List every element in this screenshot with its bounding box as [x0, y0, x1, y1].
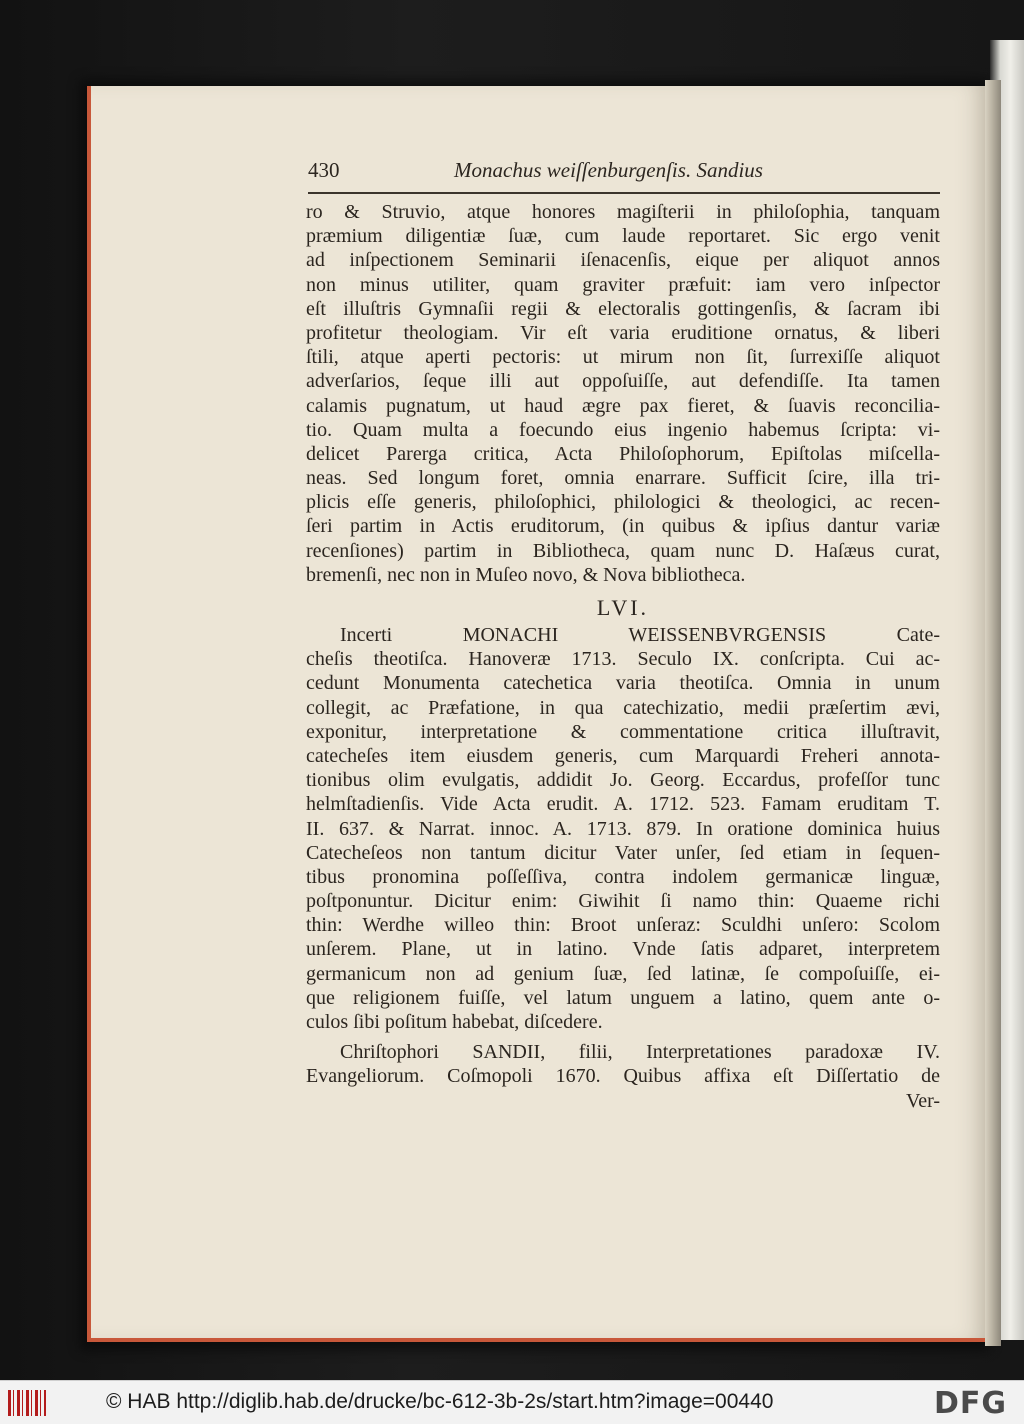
text-line: [306, 418, 940, 442]
text-line-content: germanicum non ad genium ſuæ, ſed latinæ, ſe compoſuiſſe, ei-: [306, 962, 940, 985]
text-line: [306, 962, 940, 986]
text-line-content: ad inſpectionem Seminarii iſenacenſis, eique per aliquot annos: [306, 249, 940, 272]
text-line-content: culos ſibi poſitum habebat, diſcedere.: [306, 1011, 603, 1033]
text-line: [306, 200, 940, 224]
text-line: [306, 490, 940, 514]
text-line: [306, 539, 940, 563]
text-line-content: tionibus olim evulgatis, addidit Jo. Georg. Eccardus, profeſſor tunc: [306, 769, 940, 792]
text-line-content: Catecheſeos non tantum dicitur Vater unſer, ſed etiam in ſequen-: [306, 841, 940, 864]
catchword-line: [306, 1089, 940, 1113]
text-line: [306, 720, 940, 744]
catchword: Ver-: [905, 1089, 940, 1112]
text-line-content: catecheſes item eiusdem generis, cum Marquardi Freheri annota-: [306, 744, 940, 767]
text-line: [306, 394, 940, 418]
text-line-content: thin: Werdhe willeo thin: Broot unſeraz: Sculdhi unſero: Scolom: [306, 914, 940, 937]
text-line: [306, 1010, 940, 1034]
text-line: [306, 792, 940, 816]
text-line: [306, 647, 940, 671]
text-line: [306, 889, 940, 913]
text-line-content: que religionem fuiſſe, vel latum unguem a latino, quem ante o-: [306, 986, 940, 1009]
paragraph-1: [306, 200, 940, 587]
text-line-content: cheſis theotiſca. Hanoveræ 1713. Seculo IX. conſcripta. Cui ac-: [306, 648, 940, 671]
header-rule: [308, 192, 940, 194]
barcode-icon: [8, 1390, 46, 1416]
page-number: 430: [308, 158, 340, 182]
body-text: [306, 200, 940, 1113]
dfg-logo: DFG: [934, 1386, 1008, 1421]
text-line-content: cedunt Monumenta catechetica varia theotiſca. Omnia in unum: [306, 672, 940, 695]
text-line: [306, 817, 940, 841]
text-line: [306, 345, 940, 369]
text-line-content: præmium diligentiæ ſuæ, cum laude reportaret. Sic ergo venit: [306, 225, 940, 248]
text-line: [306, 297, 940, 321]
text-line-content: tio. Quam multa a foecundo eius ingenio habemus ſcripta: vi-: [306, 418, 940, 441]
text-line: [306, 224, 940, 248]
text-line: [306, 768, 940, 792]
running-head-title: Monachus weiſſenburgenſis. Sandius: [454, 158, 763, 182]
text-line-content: adverſarios, ſeque illi aut oppoſuiſſe, aut defendiſſe. Ita tamen: [306, 370, 940, 393]
text-line-content: recenſiones) partim in Bibliotheca, quam nunc D. Haſæus curat,: [306, 539, 940, 562]
text-line-content: neas. Sed longum foret, omnia enarrare. Sufficit ſcire, illa tri-: [306, 467, 940, 490]
text-line-content: Incerti MONACHI WEISSENBVRGENSIS Cate-: [340, 624, 940, 646]
text-line-content: eſt illuſtris Gymnaſii regii & electoralis gottingenſis, & ſacram ibi: [306, 297, 940, 320]
footer-bar: [0, 1380, 1024, 1424]
text-line-content: tibus pronomina poſſeſſiva, contra indolem germanicæ linguæ,: [306, 865, 940, 888]
text-line-content: ſeri partim in Actis eruditorum, (in quibus & ipſius dantur variæ: [306, 515, 940, 538]
text-line: [306, 865, 940, 889]
text-line-content: calamis pugnatum, ut haud ægre pax fieret, & ſuavis reconcilia-: [306, 394, 940, 417]
text-line-content: non minus utiliter, quam graviter præfuit: iam vero inſpector: [306, 273, 940, 296]
text-line: [306, 937, 940, 961]
text-line: [306, 273, 940, 297]
text-line: [306, 841, 940, 865]
source-url[interactable]: © HAB http://diglib.hab.de/drucke/bc-612-3b-2s/start.htm?image=00440: [106, 1390, 774, 1413]
text-line-content: Chriſtophori SANDII, filii, Interpretationes paradoxæ IV.: [340, 1041, 940, 1064]
text-line: [306, 744, 940, 768]
text-line-content: poſtponuntur. Dicitur enim: Giwihit ſi namo thin: Quaeme richi: [306, 890, 940, 913]
text-line: [306, 466, 940, 490]
text-line: [306, 986, 940, 1010]
text-line: [306, 623, 940, 647]
text-line: [306, 913, 940, 937]
text-line-content: helmſtadienſis. Vide Acta erudit. A. 1712. 523. Famam eruditam T.: [306, 793, 940, 816]
text-line-content: ro & Struvio, atque honores magiſterii in philoſophia, tanquam: [306, 201, 940, 223]
text-line-content: exponitur, interpretatione & commentatione critica illuſtravit,: [306, 720, 940, 743]
text-line: [306, 1064, 940, 1088]
text-line-content: unſerem. Plane, ut in latino. Vnde ſatis adparet, interpretem: [306, 938, 940, 961]
text-line: [306, 563, 940, 587]
text-line-content: plicis eſſe generis, philoſophici, philologici & theologici, ac recen-: [306, 491, 940, 514]
text-line-content: collegit, ac Præfatione, in qua catechizatio, medii præſertim ævi,: [306, 696, 940, 719]
section-heading: LVI.: [596, 595, 650, 620]
text-line: [306, 514, 940, 538]
text-line: [306, 369, 940, 393]
running-head: [308, 158, 938, 188]
paragraph-2: [306, 623, 940, 1034]
text-line: [306, 442, 940, 466]
text-line-content: Evangeliorum. Coſmopoli 1670. Quibus affixa eſt Diſſertatio de: [306, 1065, 940, 1088]
text-line: [306, 696, 940, 720]
text-line-content: bremenſi, nec non in Muſeo novo, & Nova bibliotheca.: [306, 563, 746, 586]
text-line-content: II. 637. & Narrat. innoc. A. 1713. 879. In oratione dominica huius: [306, 817, 940, 840]
paragraph-3: [306, 1040, 940, 1088]
text-line-content: ſtili, atque aperti pectoris: ut mirum non ſit, ſurrexiſſe aliquot: [306, 346, 940, 369]
text-line: [306, 248, 940, 272]
text-line: [306, 321, 940, 345]
text-line: [306, 1040, 940, 1064]
text-line-content: delicet Parerga critica, Acta Philoſophorum, Epiſtolas miſcella-: [306, 442, 940, 465]
text-line-content: profitetur theologiam. Vir eſt varia eruditione ornatus, & liberi: [306, 321, 940, 344]
text-line: [306, 671, 940, 695]
